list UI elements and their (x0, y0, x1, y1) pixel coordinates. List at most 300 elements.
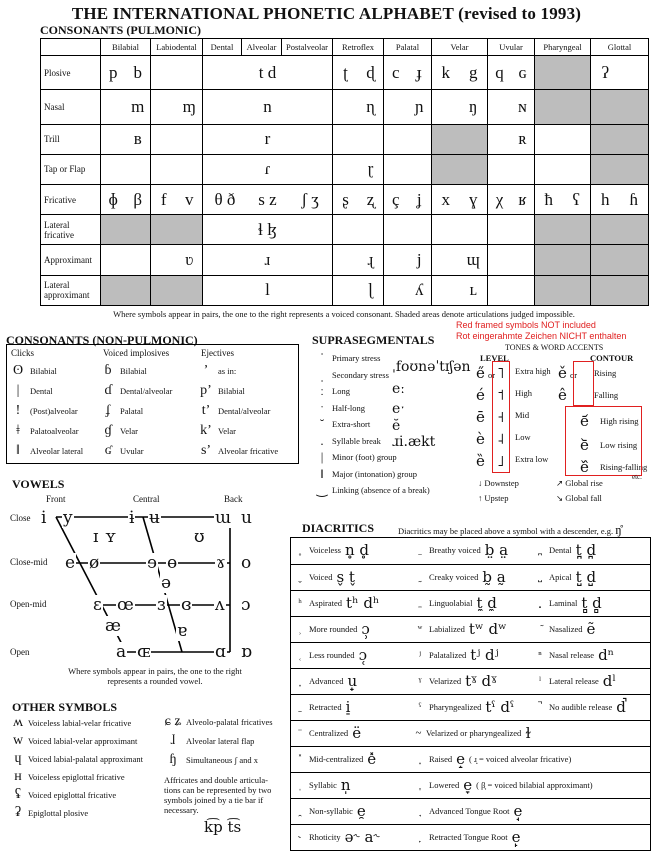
supra-label: Long (332, 386, 350, 397)
other-item (160, 750, 290, 769)
other-item (8, 732, 168, 750)
ipa-symbol: θ ð (214, 189, 236, 209)
diacritic-label: Apical (549, 572, 572, 582)
ipa-symbol-voiceless: ʈ (343, 62, 348, 82)
diacritic-mark (293, 544, 307, 556)
ipa-symbol-voiceless: x (441, 189, 450, 209)
vowel-ɵ: ɵ (167, 553, 178, 573)
diacritic-label: Advanced (309, 676, 344, 686)
ipa-symbol: n (263, 96, 272, 116)
supra-example-2: eː (392, 381, 406, 397)
diacritic-example: ẽ (586, 620, 596, 638)
diacritic-label: Linguolabial (429, 598, 473, 608)
vowel-e: e (65, 553, 76, 573)
other-symbol: ʍ (12, 715, 24, 730)
pulm-cell (333, 215, 384, 245)
supra-example-1: ˌfoʊnəˈtɪʃən (392, 359, 471, 375)
vowel-ə: ə (161, 573, 172, 593)
diacritic-cell (293, 799, 411, 823)
affricate-line: Affricates and double articula- (164, 775, 268, 785)
vowels-heading: VOWELS (12, 477, 65, 491)
ipa-symbol-voiced: ɴ (518, 96, 527, 116)
vowel-trapezoid (0, 0, 300, 690)
np-symbol: ʛ (104, 443, 112, 458)
diacritic-mark (293, 675, 307, 687)
ipa-symbol-voiceless: c (391, 62, 400, 82)
ipa-symbol-voiced: ʎ (415, 280, 424, 300)
np-label: Bilabial (120, 366, 147, 376)
diacritic-row (291, 616, 650, 641)
other-symbol: ʢ (14, 787, 22, 802)
other-label: Voiceless epiglottal fricative (28, 772, 125, 782)
np-symbol: ɠ (104, 423, 112, 438)
diacritic-mark (293, 727, 307, 739)
ipa-symbol-voiceless: ç (391, 189, 400, 209)
pulm-cell (488, 185, 535, 215)
np-symbol: ǂ (16, 423, 20, 438)
ipa-symbol-voiced: ʁ (518, 189, 527, 209)
tones-heading: TONES & WORD ACCENTS (505, 343, 604, 352)
ipa-symbol-voiced: j (416, 250, 422, 270)
pulm-cell (333, 245, 384, 275)
close-label: Close (10, 513, 31, 523)
back-label: Back (224, 494, 243, 504)
other-item (8, 750, 168, 768)
shaded-cell (591, 90, 649, 124)
diacritic-example: tʷ dʷ (468, 620, 507, 638)
diacritic-example: t̺ d̺ (575, 568, 597, 586)
pulm-cell (591, 185, 649, 215)
shaded-cell (591, 124, 649, 154)
other-symbol: ʜ (14, 769, 22, 784)
vowel-ɐ: ɐ (177, 621, 188, 641)
other-label: Epiglottal plosive (28, 808, 89, 818)
pulm-cell (333, 124, 384, 154)
supra-label: Syllable break (332, 435, 381, 446)
ipa-symbol-voiced: ɭ (368, 280, 373, 300)
diacritic-cell (293, 565, 411, 589)
supra-example-5: ɹi.ækt (392, 434, 436, 450)
supra-label: Linking (absence of a break) (332, 485, 430, 496)
vowel-ɔ: ɔ (241, 595, 251, 615)
diacritic-mark (293, 753, 307, 765)
closemid-label: Close-mid (10, 557, 48, 567)
pulm-cell (432, 215, 488, 245)
ipa-symbol-voiceless: h (601, 189, 610, 209)
pulm-cell (384, 245, 432, 275)
diacritic-label: No audible release (549, 702, 613, 712)
ipa-symbol: ɬ ɮ (258, 219, 277, 239)
contour-letter: e᷈ (580, 458, 589, 476)
diacritic-label: Aspirated (309, 598, 343, 608)
other-symbol: ʡ (14, 805, 22, 820)
pulm-cell (384, 185, 432, 215)
row-label: Tap or Flap (41, 154, 101, 184)
diacritic-cell (413, 538, 531, 562)
contour-label: Falling (594, 390, 619, 400)
nonpulmonic-heading: CONSONANTS (NON-PULMONIC) (6, 333, 198, 347)
np-label: Velar (218, 426, 236, 436)
supra-label: Extra-short (332, 419, 371, 430)
vowel-o: o (241, 553, 252, 573)
vowel-note-2: represents a rounded vowel. (107, 676, 203, 686)
supra-item (312, 482, 472, 499)
pulm-cell (591, 56, 649, 90)
ipa-symbol-voiced: ɽ (367, 159, 374, 179)
diacritic-example: dⁿ (598, 646, 615, 664)
ipa-symbol-voiceless: ɸ (108, 189, 118, 209)
col-header-alveolar: Alveolar (242, 39, 282, 56)
clicks-header: Clicks (11, 348, 35, 358)
upstep-icon: ↑ (478, 493, 483, 503)
np-label: (Post)alveolar (30, 406, 78, 416)
np-label: Palatal (120, 406, 144, 416)
ipa-symbol-voiceless: q (495, 62, 504, 82)
supra-symbol: ˌ (319, 366, 325, 382)
pulm-cell (488, 215, 535, 245)
contour-letter: e᷄ (580, 412, 589, 430)
supra-label: Secondary stress (332, 369, 389, 380)
diacritic-label: More rounded (309, 624, 358, 634)
shaded-cell (535, 275, 591, 305)
diacritic-label: Creaky voiced (429, 572, 479, 582)
pulm-cell (488, 56, 535, 90)
diacritic-label: Palatalized (429, 650, 467, 660)
diacritic-label: Voiced (309, 572, 333, 582)
ipa-symbol-voiceless: ħ (544, 189, 553, 209)
diacritic-mark (293, 701, 307, 713)
diacritic-example: u̟ (347, 672, 358, 690)
diacritic-mark (293, 779, 307, 791)
np-label: Alveolar lateral (30, 446, 84, 456)
diacritic-mark: ˞ (298, 831, 302, 843)
ipa-symbol-voiceless: ʂ (342, 189, 349, 209)
shaded-cell (432, 154, 488, 184)
diacritic-mark (293, 649, 307, 661)
ipa-symbol-voiced: ɖ (366, 62, 375, 82)
global-fall (556, 493, 602, 504)
diacritic-cell (293, 617, 411, 641)
diacritic-example: e̽ (367, 750, 377, 768)
diacritic-label: Breathy voiced (429, 545, 481, 555)
tone-bar: ˧ (497, 408, 505, 426)
diacritic-mark (293, 623, 307, 635)
diacritic-mark (293, 571, 307, 583)
vowel-ɪ: ɪ (93, 527, 99, 547)
np-label: Palatoalveolar (30, 426, 79, 436)
diacritic-mark (533, 597, 547, 609)
pulm-cell (488, 154, 535, 184)
vowel-a: a (116, 642, 127, 662)
tone-label: Low (515, 432, 531, 442)
ipa-symbol: ɾ (264, 159, 271, 179)
col-header-uvular: Uvular (488, 39, 535, 56)
other-symbol: ɧ (169, 751, 177, 767)
shaded-cell (535, 56, 591, 90)
col-header-pharyngeal: Pharyngeal (535, 39, 591, 56)
global-fall-icon: ↘ (556, 493, 564, 503)
diacritic-row (291, 590, 650, 615)
diacritic-row (291, 564, 650, 589)
diacritic-label: Velarized or pharyngealized (425, 728, 522, 738)
other-symbols-list (8, 714, 168, 822)
front-label: Front (46, 494, 66, 504)
tone-bar: ˥ (497, 364, 505, 382)
contour-label: Rising-falling (600, 462, 648, 472)
diacritic-mark: ˤ (418, 701, 422, 713)
diacritic-row (291, 772, 650, 797)
diacritics-note-text: Diacritics may be placed above a symbol with a descender, e.g. (398, 526, 614, 536)
diacritic-mark: ⁿ (538, 649, 542, 661)
ipa-symbol-voiced: ɦ (629, 189, 638, 209)
tone-label: Extra high (515, 366, 551, 376)
red-frame-contour-top (573, 361, 594, 406)
affricate-line: necessary. (164, 805, 199, 815)
diacritic-row (291, 824, 650, 849)
diacritic-label: Centralized (309, 728, 349, 738)
tone-letter: e̋ (476, 364, 485, 382)
row-label: Plosive (41, 56, 101, 90)
np-symbol: sʼ (200, 443, 212, 458)
vowel-note-1: Where symbols appear in pairs, the one to the right (68, 666, 242, 676)
diacritic-example: ɔ̜ (358, 646, 367, 664)
vowel-y: y (63, 508, 73, 528)
diacritic-cell (413, 591, 531, 615)
diacritic-cell (293, 721, 411, 745)
diacritic-label: Nasalized (549, 624, 583, 634)
diacritic-mark: ʲ (419, 649, 421, 661)
shaded-cell (591, 154, 649, 184)
diacritic-row (291, 642, 650, 667)
pulm-cell (432, 90, 488, 124)
vowel-œ: œ (117, 595, 134, 615)
pulm-cell (333, 154, 384, 184)
np-label: Dental/alveolar (218, 406, 271, 416)
contour-letter: ě (558, 364, 567, 382)
np-symbol: ʼ (203, 363, 209, 378)
diacritic-cell (413, 565, 531, 589)
np-symbol: ɓ (104, 363, 112, 378)
shaded-cell (591, 215, 649, 245)
np-symbol: ! (15, 403, 21, 418)
pulm-cell (384, 56, 432, 90)
pulm-cell (488, 90, 535, 124)
downstep-label: Downstep (484, 478, 519, 488)
diacritic-cell (533, 538, 651, 562)
col-header-palatal: Palatal (384, 39, 432, 56)
row-label: Lateral fricative (41, 215, 101, 245)
diacritic-row (291, 720, 650, 745)
pulm-cell (432, 245, 488, 275)
diacritic-cell (293, 773, 411, 797)
vowel-ʏ: ʏ (105, 527, 117, 547)
diacritic-cell (533, 643, 651, 667)
pulm-cell (384, 275, 432, 305)
global-rise-icon: ↗ (556, 478, 564, 488)
pulm-cell (488, 245, 535, 275)
row-label: Approximant (41, 245, 101, 275)
pulm-cell (333, 56, 384, 90)
np-label: as in: (218, 366, 237, 376)
ipa-symbol-voiced: ʕ (572, 189, 581, 209)
diacritic-example: ɔ̹ (361, 620, 370, 638)
shaded-cell (535, 245, 591, 275)
pulm-cell (384, 154, 432, 184)
pulm-cell (333, 185, 384, 215)
ipa-symbol-voiced: ɟ (416, 62, 423, 82)
contour-label: High rising (600, 416, 639, 426)
diacritic-label: Mid-centralized (309, 754, 364, 764)
row-label: Fricative (41, 185, 101, 215)
pulm-cell (384, 90, 432, 124)
diacritic-label: Nasal release (549, 650, 595, 660)
diacritic-mark (413, 597, 427, 609)
diacritic-example: n̥ d̥ (344, 541, 369, 559)
np-label: Dental (30, 386, 53, 396)
level-header: LEVEL (480, 353, 509, 363)
tone-label: High (515, 388, 532, 398)
diacritic-cell (533, 669, 651, 693)
ipa-symbol: s z (258, 189, 277, 209)
diacritic-mark: ʷ (417, 623, 423, 635)
pulm-cell (384, 124, 432, 154)
diacritic-example: dˡ (602, 672, 617, 690)
pulmonic-heading: CONSONANTS (PULMONIC) (40, 23, 202, 37)
diacritic-mark (413, 779, 427, 791)
diacritic-example: tʰ dʰ (346, 594, 380, 612)
tone-letter: ȅ (476, 452, 485, 470)
ipa-symbol: l (265, 280, 270, 300)
vowel-ɤ: ɤ (216, 553, 226, 573)
supra-symbol: | (320, 449, 324, 465)
page-title: THE INTERNATIONAL PHONETIC ALPHABET (revised to 1993) (71, 4, 582, 23)
affricate-note (164, 775, 294, 815)
vowel-ø: ø (89, 553, 100, 573)
ipa-symbol: ɹ (264, 250, 271, 270)
diacritic-example: b̰ a̰ (482, 568, 506, 586)
shaded-cell (432, 124, 488, 154)
ipa-symbol-voiceless: p (109, 62, 118, 82)
other-label: Alveolar lateral flap (186, 735, 255, 746)
ipa-symbol-voiceless: χ (495, 189, 504, 209)
diacritic-cell (293, 669, 411, 693)
diacritic-label: Raised (429, 754, 453, 764)
pulmonic-note: Where symbols appear in pairs, the one to the right represents a voiced consonant. Shaded areas denote articulations judged impossible. (113, 309, 575, 319)
diacritic-example: tˤ dˤ (485, 698, 515, 716)
diacritic-example: s̬ t̬ (336, 568, 355, 586)
diacritic-example: t̻ d̻ (581, 594, 602, 612)
pulm-cell (488, 275, 535, 305)
tie-bar-examples: k͡p t͡s (204, 818, 242, 836)
col-header-glottal: Glottal (591, 39, 649, 56)
diacritic-example: tˠ dˠ (465, 672, 497, 690)
contour-header: CONTOUR (590, 353, 634, 363)
tone-label: Extra low (515, 454, 549, 464)
vowel-u: u (241, 508, 252, 528)
vowel-ɒ: ɒ (241, 642, 252, 662)
pulm-cell (535, 154, 591, 184)
np-symbol: tʼ (201, 403, 211, 418)
supra-label: Primary stress (332, 353, 381, 364)
diacritic-cell (413, 695, 531, 719)
diacritic-cell (413, 721, 531, 745)
diacritic-label: Lateral release (549, 676, 599, 686)
vowel-ɛ: ɛ (93, 595, 102, 615)
other-symbol: ɕ ʑ (164, 713, 182, 729)
diacritic-mark (533, 701, 547, 713)
global-rise (556, 478, 603, 489)
diacritic-mark (413, 805, 427, 817)
ipa-symbol-voiced: ɢ (518, 62, 527, 82)
downstep-icon: ↓ (478, 478, 483, 488)
diacritic-label: Pharyngealized (429, 702, 482, 712)
vowel-ʌ: ʌ (215, 595, 225, 615)
diacritic-cell (293, 825, 411, 849)
np-symbol: pʼ (200, 383, 212, 398)
red-frame-level (492, 361, 510, 473)
diacritic-example: t̼ d̼ (476, 594, 497, 612)
pulm-cell (432, 275, 488, 305)
diacritic-cell (533, 565, 651, 589)
diacritic-row (291, 668, 650, 693)
diacritic-extra: ( ɹ̝ = voiced alveolar fricative) (469, 754, 572, 764)
np-label: Velar (120, 426, 138, 436)
diacritic-extra: ( β̞ = voiced bilabial approximant) (476, 780, 593, 790)
pulm-cell (333, 275, 384, 305)
other-symbol: ɥ (14, 751, 22, 766)
global-fall-label: Global fall (565, 493, 602, 503)
diacritic-cell (293, 591, 411, 615)
diacritic-cell (413, 617, 531, 641)
ipa-symbol: ʃ ʒ (301, 189, 319, 209)
diacritic-label: Syllabic (309, 780, 337, 790)
row-label: Trill (41, 124, 101, 154)
shaded-cell (591, 275, 649, 305)
ipa-symbol-voiceless: k (441, 62, 450, 82)
vowel-ɶ: ɶ (137, 642, 151, 662)
np-symbol: kʼ (200, 423, 212, 438)
diacritic-cell (293, 695, 411, 719)
other-label: Voiced epiglottal fricative (28, 790, 117, 800)
vowel-chart (0, 0, 300, 690)
col-header-labiodental: Labiodental (151, 39, 203, 56)
col-header-postalveolar: Postalveolar (282, 39, 333, 56)
upstep (478, 493, 508, 503)
pulm-cell (488, 124, 535, 154)
affricate-line: symbols joined by a tie bar if (164, 795, 264, 805)
diacritics-note-example: ŋ̊ (615, 522, 622, 537)
other-item (8, 768, 168, 786)
diacritic-cell (413, 773, 649, 797)
diacritic-label: Velarized (429, 676, 462, 686)
red-note-en: Red framed symbols NOT included (456, 320, 596, 330)
shaded-cell (535, 215, 591, 245)
diacritic-example: e̙ (511, 828, 521, 846)
pulm-cell (535, 124, 591, 154)
vowel-æ: æ (105, 616, 121, 636)
ipa-symbol: r (264, 129, 271, 149)
etc-label: etc. (632, 473, 642, 481)
diacritic-label: Labialized (429, 624, 465, 634)
ipa-symbol-voiced: ʀ (518, 129, 527, 149)
supra-label: Half-long (332, 402, 366, 413)
pulm-cell (333, 90, 384, 124)
diacritic-cell (293, 538, 411, 562)
vowel-ɯ: ɯ (215, 508, 232, 528)
diacritic-mark: ~ (415, 727, 422, 739)
np-symbol: | (16, 383, 20, 398)
np-symbol: ʘ (12, 363, 24, 378)
